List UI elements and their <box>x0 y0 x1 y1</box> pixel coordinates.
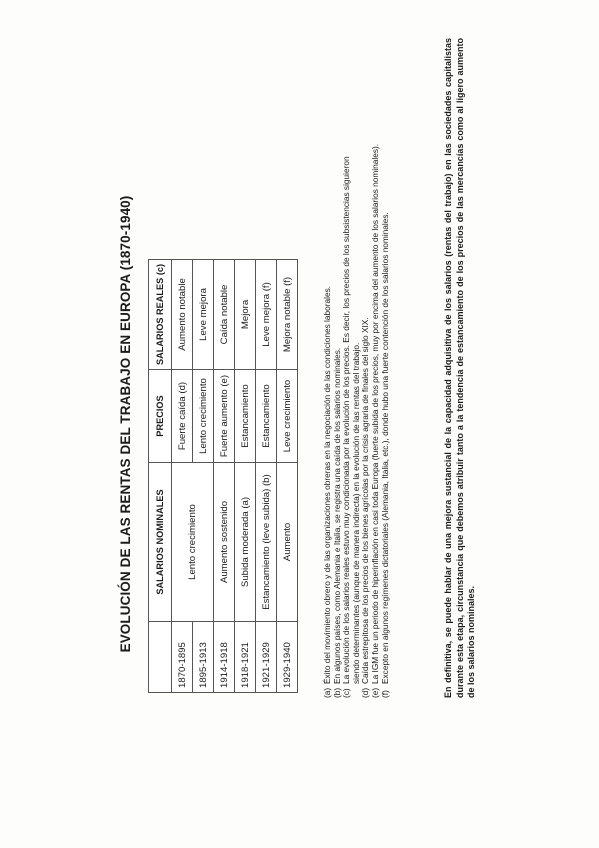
period-cell: 1929-1940 <box>277 622 298 693</box>
reales-cell: Leve mejora (f) <box>256 259 277 369</box>
period-cell: 1914-1918 <box>214 622 235 693</box>
table-row <box>277 259 298 692</box>
document-title: EVOLUCIÓN DE LAS RENTAS DEL TRABAJO EN EUROPA (1870-1940) <box>118 195 133 653</box>
footnote-text: Éxito del movimiento obrero y de las organizaciones obreras en la negociación de las condiciones laborales. <box>322 285 332 684</box>
footnote-mark: (b) <box>331 687 342 698</box>
footnote-text: Caída estrepitosa de los precios de los bienes agrícolas por la crisis agraria de finales del siglo XIX. <box>360 317 371 684</box>
salarios-cell: Aumento sostenido <box>214 463 235 622</box>
period-cell: 1921-1929 <box>256 622 277 693</box>
reales-cell: Mejora <box>235 259 256 369</box>
footnote-mark: (e) <box>369 687 380 698</box>
table-header-row <box>149 259 172 692</box>
reales-cell: Aumento notable <box>172 259 193 369</box>
table-row <box>214 259 235 692</box>
salarios-cell: Aumento <box>277 463 298 622</box>
footnote-text: siendo determinantes (aunque de manera indirecta) en la evolución de las rentas del trabajo. <box>350 342 361 684</box>
footnote-text: La evolución de los salarios reales estuvo muy condicionada por la evolución de los precios. Es decir, los precios de los subsistencias siguieron <box>341 156 352 684</box>
footnote-text: Excepto en algunos regímenes dictatoriales (Alemania, Italia, etc.), donde hubo una fuerte contención de los salarios nominales. <box>379 212 390 684</box>
reales-cell: Mejora notable (f) <box>277 259 298 369</box>
footnote-mark: (c) <box>341 688 352 698</box>
header-precios: PRECIOS <box>149 370 172 463</box>
precios-cell: Fuerte aumento (e) <box>214 370 235 463</box>
salarios-cell: Subida moderada (a) <box>235 463 256 622</box>
rentas-table <box>148 259 298 693</box>
precios-cell: Fuerte caída (d) <box>172 370 193 463</box>
period-cell: 1870-1895 <box>172 622 193 693</box>
header-salarios-reales: SALARIOS REALES (c) <box>149 259 172 369</box>
footnote-mark: (d) <box>360 687 371 698</box>
table-row <box>235 259 256 692</box>
conclusion-paragraph: En definitiva, se puede hablar de una mejora sustancial de la capacidad adquisitiva de los salarios (rentas del trabajo) en las sociedades capitalistas durante esta etapa, circunstancia que debemos atribuir tanto a la tendencia de estancamiento de los precios de las mercancías como al ligero aumento de los salarios nominales. <box>443 38 477 698</box>
period-cell: 1918-1921 <box>235 622 256 693</box>
header-salarios-nominales: SALARIOS NOMINALES <box>149 463 172 622</box>
footnote-mark: (f) <box>379 690 390 698</box>
footnote-text: En algunos países, como Alemania e Italia, se registra una caída de los salarios nominales. <box>331 347 342 684</box>
footnote-text: La IGM fue un periodo de hiperinflación en casi toda Europa (fuerte subida de los precios, muy por encima del aumento de los salarios nominales). <box>369 143 380 684</box>
precios-cell: Lento crecimiento <box>193 370 214 463</box>
salarios-cell: Lento crecimiento <box>172 463 214 622</box>
reales-cell: Caída notable <box>214 259 235 369</box>
table-row <box>256 259 277 692</box>
precios-cell: Leve crecimiento <box>277 370 298 463</box>
footnotes <box>323 38 390 698</box>
salarios-cell: Estancamiento (leve subida) (b) <box>256 463 277 622</box>
precios-cell: Estancamiento <box>235 370 256 463</box>
reales-cell: Leve mejora <box>193 259 214 369</box>
precios-cell: Estancamiento <box>256 370 277 463</box>
period-cell: 1895-1913 <box>193 622 214 693</box>
footnote-f <box>381 38 391 698</box>
footnote-mark: (a) <box>322 687 332 698</box>
header-period <box>149 622 172 693</box>
table-row <box>172 259 193 692</box>
